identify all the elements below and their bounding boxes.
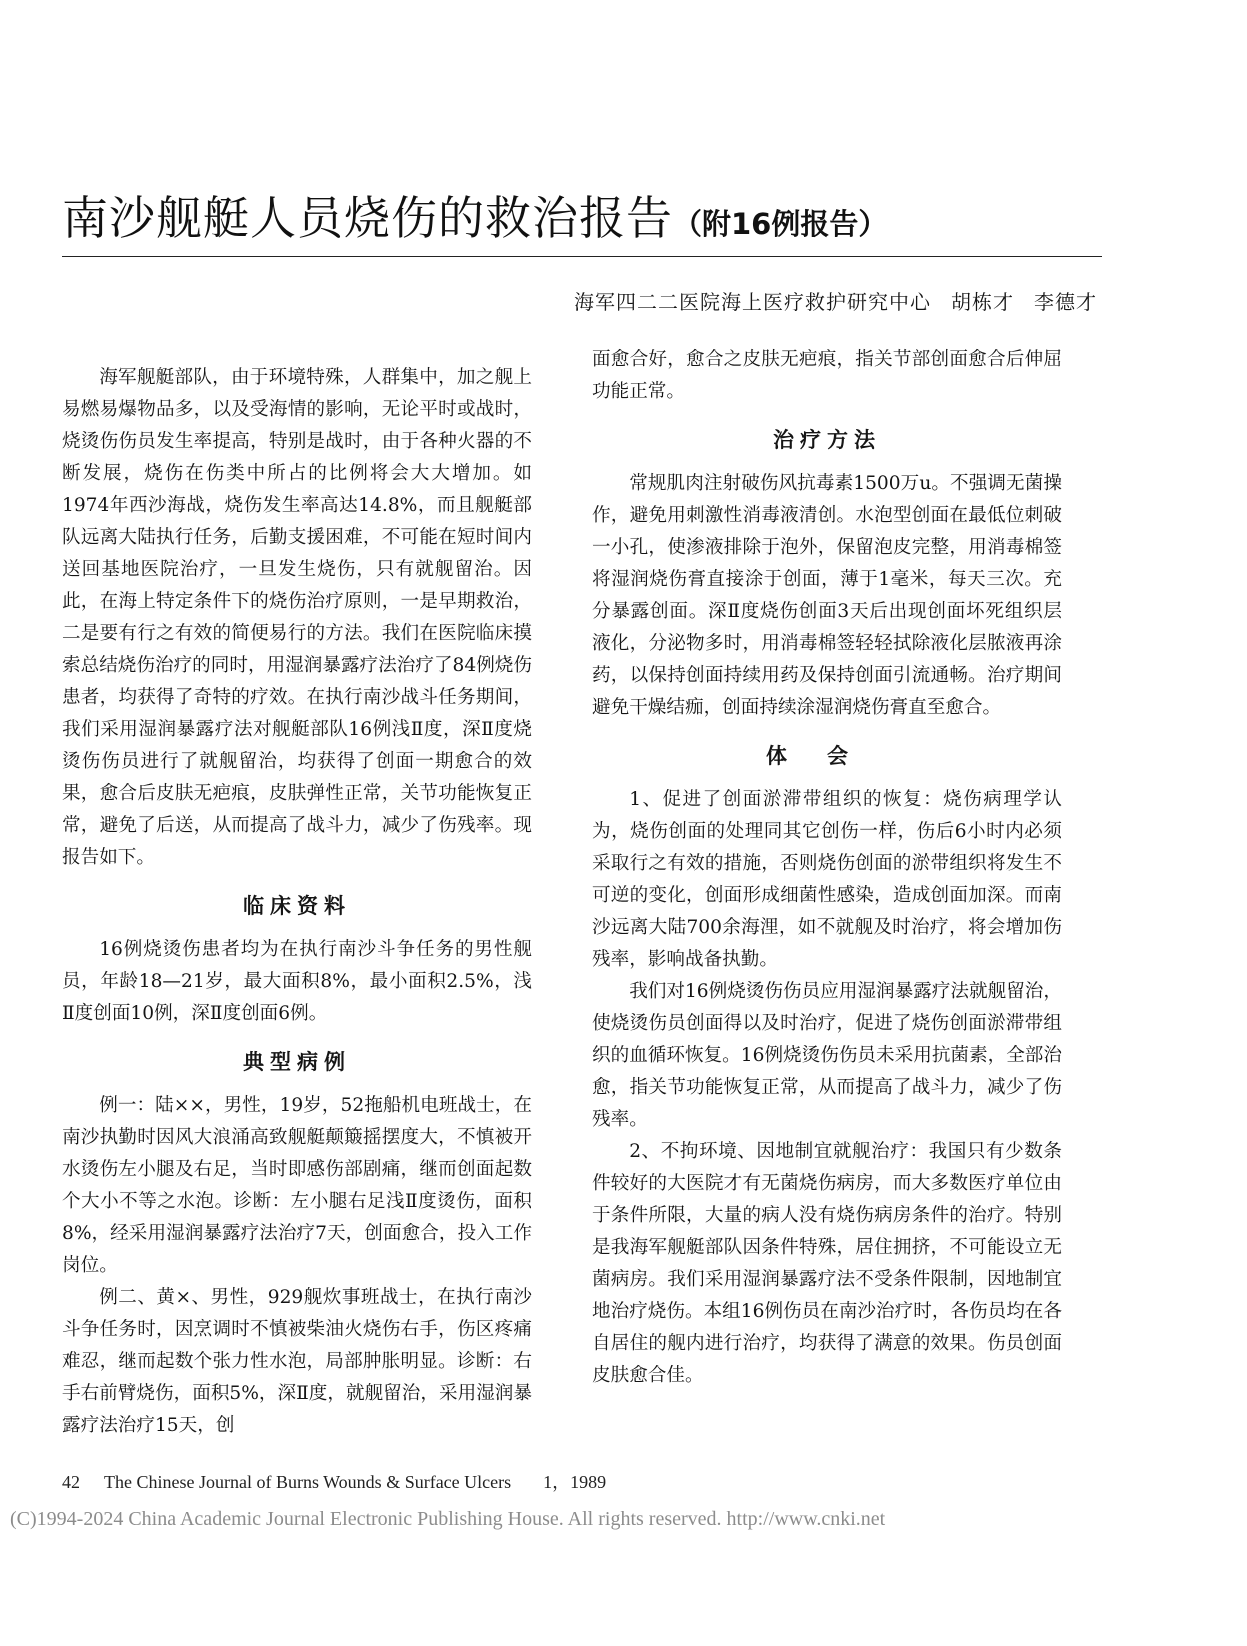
section-heading-treatment: 治疗方法: [773, 428, 881, 452]
author-affiliation: 海军四二二医院海上医疗救护研究中心: [574, 290, 931, 314]
right-column: [592, 344, 1062, 1392]
clinical-paragraph: 16例烧烫伤患者均为在执行南沙斗争任务的男性舰员，年龄18—21岁，最大面积8%，最小面积2.5%，浅Ⅱ度创面10例，深Ⅱ度创面6例。: [62, 939, 532, 1024]
case-1-paragraph: 例一：陆××，男性，19岁，52拖船机电班战士，在南沙执勤时因风大浪涌高致舰艇颠簸摇摆度大，不慎被开水烫伤左小腿及右足，当时即感伤部剧痛，继而创面起数个大小不等之水泡。诊断：左小腿右足浅Ⅱ度烫伤，面积8%，经采用湿润暴露疗法治疗7天，创面愈合，投入工作岗位。: [62, 1095, 532, 1276]
article-title: [62, 182, 1102, 248]
case-2-continued: 面愈合好，愈合之皮肤无疤痕，指关节部创面愈合后伸屈功能正常。: [592, 349, 1062, 402]
copyright-watermark: (C)1994-2024 China Academic Journal Electronic Publishing House. All rights reserved. http://www.cnki.net: [10, 1508, 886, 1530]
journal-name: The Chinese Journal of Burns Wounds & Surface Ulcers: [104, 1472, 512, 1492]
experience-2-paragraph: 2、不拘环境、因地制宜就舰治疗：我国只有少数条件较好的大医院才有无菌烧伤病房，而大多数医疗单位由于条件所限，大量的病人没有烧伤病房条件的治疗。特别是我海军舰艇部队因条件特殊，居住拥挤，不可能设立无菌病房。我们采用湿润暴露疗法不受条件限制，因地制宜地治疗烧伤。本组16例伤员在南沙治疗时，各伤员均在各自居住的舰内进行治疗，均获得了满意的效果。伤员创面皮肤愈合佳。: [592, 1141, 1062, 1386]
title-divider: [62, 256, 1102, 257]
page-footer: [62, 1468, 606, 1494]
treatment-paragraph: 常规肌肉注射破伤风抗毒素1500万u。不强调无菌操作，避免用刺激性消毒液清创。水泡型创面在最低位刺破一小孔，使渗液排除于泡外，保留泡皮完整，用消毒棉签将湿润烧伤膏直接涂于创面，薄于1毫米，每天三次。充分暴露创面。深Ⅱ度烧伤创面3天后出现创面坏死组织层液化，分泌物多时，用消毒棉签轻轻拭除液化层脓液再涂药，以保持创面持续用药及保持创面引流通畅。治疗期间避免干燥结痂，创面持续涂湿润烧伤膏直至愈合。: [592, 473, 1062, 718]
journal-issue: 1，1989: [543, 1472, 607, 1492]
experience-1b-paragraph: 我们对16例烧烫伤伤员应用湿润暴露疗法就舰留治，使烧烫伤员创面得以及时治疗，促进了烧伤创面淤滞带组织的血循环恢复。16例烧烫伤伤员未采用抗菌素，全部治愈，指关节功能恢复正常，从而提高了战斗力，减少了伤残率。: [592, 981, 1062, 1130]
title-subtitle: （附16例报告）: [673, 207, 888, 241]
section-heading-clinical: 临床资料: [243, 894, 351, 918]
left-column: [62, 362, 532, 1442]
intro-paragraph: 海军舰艇部队，由于环境特殊，人群集中，加之舰上易燃易爆物品多，以及受海情的影响，无论平时或战时，烧烫伤伤员发生率提高，特别是战时，由于各种火器的不断发展，烧伤在伤类中所占的比例将会大大增加。如1974年西沙海战，烧伤发生率高达14.8%，而且舰艇部队远离大陆执行任务，后勤支援困难，不可能在短时间内送回基地医院治疗，一旦发生烧伤，只有就舰留治。因此，在海上特定条件下的烧伤治疗原则，一是早期救治，二是要有行之有效的简便易行的方法。我们在医院临床摸索总结烧伤治疗的同时，用湿润暴露疗法治疗了84例烧伤患者，均获得了奇特的疗效。在执行南沙战斗任务期间，我们采用湿润暴露疗法对舰艇部队16例浅Ⅱ度，深Ⅱ度烧烫伤伤员进行了就舰留治，均获得了创面一期愈合的效果，愈合后皮肤无疤痕，皮肤弹性正常，关节功能恢复正常，避免了后送，从而提高了战斗力，减少了伤残率。现报告如下。: [62, 367, 532, 868]
author-1: 胡栋才: [951, 290, 1014, 314]
experience-1-paragraph: 1、促进了创面淤滞带组织的恢复：烧伤病理学认为，烧伤创面的处理同其它创伤一样，伤后6小时内必须采取行之有效的措施，否则烧伤创面的淤带组织将发生不可逆的变化，创面形成细菌性感染，造成创面加深。而南沙远离大陆700余海浬，如不就舰及时治疗，将会增加伤残率，影响战备执勤。: [592, 789, 1062, 970]
byline: [574, 286, 1097, 315]
page-number: 42: [62, 1472, 80, 1492]
section-heading-experience: 体会: [766, 744, 888, 768]
author-2: 李德才: [1034, 290, 1097, 314]
title-main: 南沙舰艇人员烧伤的救治报告: [62, 191, 673, 245]
case-2-paragraph: 例二、黄×、男性，929舰炊事班战士，在执行南沙斗争任务时，因烹调时不慎被柴油火烧伤右手，伤区疼痛难忍，继而起数个张力性水泡，局部肿胀明显。诊断：右手右前臂烧伤，面积5%，深Ⅱ度，就舰留治，采用湿润暴露疗法治疗15天，创: [62, 1287, 532, 1436]
section-heading-cases: 典型病例: [243, 1050, 351, 1074]
